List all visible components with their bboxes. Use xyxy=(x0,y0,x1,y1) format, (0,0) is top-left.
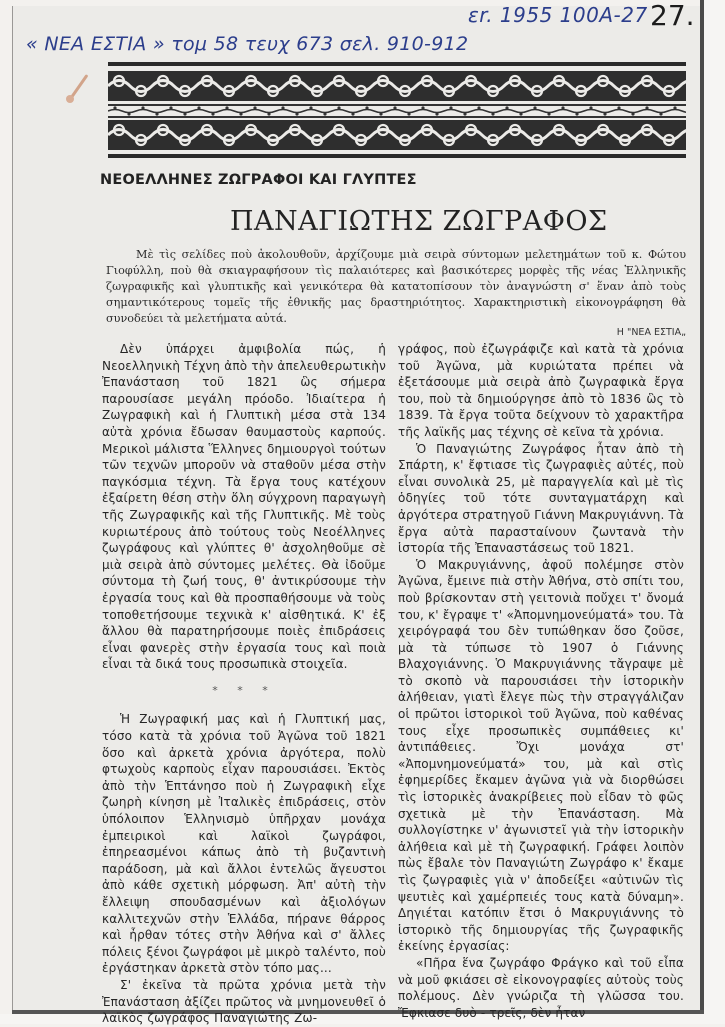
ornament-dot xyxy=(197,106,200,109)
ornament-dot xyxy=(617,106,620,109)
paragraph: Ὁ Παναγιώτης Ζωγράφος ἦταν ἀπὸ τὴ Σπάρτη, κ' ἔφτιασε τὶς ζωγραφιὲς αὐτές, ποὺ εἶναι συνολικὰ 25, μὲ παραγγελία καὶ μὲ τὶς ὁδηγίες τοῦ τότε συνταγματάρχη καὶ ἀργότερα στρατηγοῦ Γιάννη Μακρυγιάννη. Τὰ ἔργα αὐτὰ παρασταίνουν ζωντανὰ τὴν ἱστορία τῆς Ἐπαναστάσεως τοῦ 1821. xyxy=(398,441,684,556)
ornament-dot xyxy=(421,106,424,109)
ornament-dot xyxy=(393,106,396,109)
ornament-dot xyxy=(309,106,312,109)
ornament-dot xyxy=(407,112,410,115)
ornament-dot xyxy=(645,106,648,109)
ornament-dot xyxy=(281,106,284,109)
handwritten-reference-2: « ΝΕΑ ΕΣΤΙΑ » τομ 58 τευχ 673 σελ. 910-912 xyxy=(26,33,469,55)
ornament-dot xyxy=(155,112,158,115)
right-column xyxy=(398,341,684,1021)
ornament-dot xyxy=(561,106,564,109)
pin-head-mark xyxy=(66,95,74,103)
ornament-dot xyxy=(211,112,214,115)
paragraph: «Πῆρα ἕνα ζωγράφο Φράγκο καὶ τοῦ εἶπα νὰ μοῦ φκιάσει σὲ εἰκονογραφίες αὐτοὺς τοὺς πολέμους. Δὲν γνώριζα τὴ γλῶσσα του. Ἔφκιασε δυὸ - τρεῖς, δὲν ἦταν xyxy=(398,955,684,1020)
ornament-dot xyxy=(449,106,452,109)
ornament-dot xyxy=(141,106,144,109)
ornament-dot xyxy=(463,112,466,115)
handwritten-page-number: 27. xyxy=(650,0,695,32)
ornament-dot xyxy=(239,112,242,115)
ornament-dot xyxy=(351,112,354,115)
editorial-intro-block xyxy=(106,247,686,339)
ornament-dot xyxy=(477,106,480,109)
ornament-dot xyxy=(225,106,228,109)
scan-margin-right xyxy=(704,0,725,1024)
ornament-dot xyxy=(169,106,172,109)
ornament-dot xyxy=(519,112,522,115)
ornament-dot xyxy=(631,112,634,115)
ornament-dot xyxy=(379,112,382,115)
ornament-dot xyxy=(127,112,130,115)
decorative-border xyxy=(108,62,686,158)
article-title: ΠΑΝΑΓΙΩΤΗΣ ΖΩΓΡΑΦΟΣ xyxy=(230,206,608,237)
ornament-dot xyxy=(113,106,116,109)
ornament-dot xyxy=(659,112,662,115)
ornament-dot xyxy=(183,112,186,115)
ornament-dot xyxy=(533,106,536,109)
ornament-middle-wave xyxy=(108,110,686,113)
ornament-dot xyxy=(575,112,578,115)
section-separator: * * * xyxy=(212,683,276,697)
ornament-dot xyxy=(547,112,550,115)
ornament-rule-bottom xyxy=(108,154,686,158)
ornament-dot xyxy=(435,112,438,115)
ornament-dot xyxy=(295,112,298,115)
paragraph: Ἡ Ζωγραφική μας καὶ ἡ Γλυπτική μας, τόσο κατὰ τὰ χρόνια τοῦ Ἀγῶνα τοῦ 1821 ὅσο καὶ ἀρκετὰ χρόνια ἀργότερα, πολὺ φτωχοὺς καρποὺς εἶχαν παρουσιάσει. Ἐκτὸς ἀπὸ τὴν Ἑπτάνησο ποὺ ἡ Ζωγραφικὴ εἶχε ζωηρὴ κίνηση μὲ Ἰταλικὲς ἐπιδράσεις, στὸν ὑπόλοιπον Ἑλληνισμὸ ὑπῆρχαν μονάχα ἐμπειρικοὶ καὶ λαϊκοὶ ζωγράφοι, ἐπηρεασμένοι κάπως ἀπὸ τὴ βυζαντινὴ παράδοση, μὰ καὶ ἄλλοι ἐντελῶς ἄγευστοι ἀπὸ κάθε σχετικὴ μόρφωση. Ἀπ' αὐτὴ τὴν ἔλλειψη σπουδασμένων καὶ ἀξιολόγων καλλιτεχνῶν στὴν Ἑλλάδα, πήρανε θάρρος καὶ ἦρθαν τότες στὴν Ἀθήνα καὶ σ' ἄλλες πόλεις ξένοι ζωγράφοι μὲ μικρὸ ταλέντο, ποὺ ἐργάστηκαν ἀρκετὰ στὸν τόπο μας... xyxy=(102,712,386,976)
left-column xyxy=(102,341,386,1027)
paragraph: γράφος, ποὺ ἐζωγράφιζε καὶ κατὰ τὰ χρόνια τοῦ Ἀγῶνα, μὰ κυριώτατα πρέπει νὰ ἐξετάσουμε μιὰ σειρὰ ἀπὸ ζωγραφικὰ ἔργα του, ποὺ τὰ δημιούργησε ἀπὸ τὸ 1836 ὣς τὸ 1839. Τὰ ἔργα τοῦτα δείχνουν τὸ χαρακτῆρα τῆς λαϊκῆς μας τέχνης σὲ κεῖνα τὰ χρόνια. xyxy=(398,342,684,439)
ornament-dot xyxy=(337,106,340,109)
ornament-rule-top xyxy=(108,62,686,66)
paragraph: Δὲν ὑπάρχει ἀμφιβολία πώς, ἡ Νεοελληνικὴ Τέχνη ἀπὸ τὴν ἀπελευθερωτικὴν Ἐπανάσταση τοῦ 1821 ὣς σήμερα παρουσίασε μεγάλη πρόοδο. Ἰδιαίτερα ἡ Ζωγραφικὴ καὶ ἡ Γλυπτικὴ μέσα στὰ 134 αὐτὰ χρόνια ἔδωσαν θαυμαστοὺς καρπούς. Μερικοὶ μάλιστα Ἕλληνες δημιουργοὶ τούτων τῶν τεχνῶν μποροῦν νὰ σταθοῦν μέσα στὴν παγκόσμια τέχνη. Τὰ ἔργα τους κατέχουν ἐξαίρετη θέση στὴν ὅλη σύγχρονη παραγωγὴ τῆς Ζωγραφικῆς καὶ τῆς Γλυπτικῆς. Μὲ τοὺς κυριωτέρους ἀπὸ τούτους τοὺς Νεοέλληνες ζωγράφους καὶ γλύπτες θ' ἀσχοληθοῦμε σὲ μιὰ σειρὰ ἀπὸ σύντομες μελέτες. Θὰ ἰδοῦμε σύντομα τὴ ζωή τους, θ' ἀντικρύσουμε τὴν ἐργασία τους καὶ θὰ προσπαθήσουμε νὰ τοὺς τοποθετήσουμε τεχνικὰ κ' αἰσθητικά. Κ' ἐξ ἄλλου θὰ παρατηρήσουμε ποιὲς ἐπιδράσεις εἶναι φανερὲς στὴν ἐργασία τους καὶ ποιὰ εἶναι τὰ δικά τους προσωπικὰ στοιχεῖα. xyxy=(102,342,386,672)
handwritten-reference-1: εr. 1955 100A-27 xyxy=(468,3,648,27)
ornament-dot xyxy=(253,106,256,109)
ornament-dot xyxy=(365,106,368,109)
paragraph: Σ' ἐκεῖνα τὰ πρῶτα χρόνια μετὰ τὴν Ἐπανάσταση ἀξίζει πρῶτος νὰ μνημονευθεῖ ὁ λαϊκὸς ζωγράφος Παναγιώτης Ζω- xyxy=(102,977,386,1026)
ornament-dot xyxy=(491,112,494,115)
ornament-dot xyxy=(673,106,676,109)
ornament-dot xyxy=(505,106,508,109)
ornament-dot xyxy=(323,112,326,115)
editorial-signature: Η "ΝΕΑ ΕΣΤΙΑ„ xyxy=(616,327,686,338)
section-label: ΝΕΟΕΛΛΗΝΕΣ ΖΩΓΡΑΦΟΙ ΚΑΙ ΓΛΥΠΤΕΣ xyxy=(100,172,417,188)
editorial-intro: Μὲ τὶς σελίδες ποὺ ἀκολουθοῦν, ἀρχίζουμε μιὰ σειρὰ σύντομων μελετημάτων τοῦ κ. Φώτου Γιοφύλλη, ποὺ θὰ σκιαγραφήσουν τὶς παλαιότερες καὶ βασικότερες μορφὲς τῆς νέας Ἑλληνικῆς ζωγραφικῆς καὶ γλυπτικῆς καὶ γενικότερα θὰ κατατοπίσουν τὸν ἀναγνώστη σ' ἕναν ἀπὸ τοὺς σημαντικότερους τομεῖς τῆς ἐθνικῆς μας δραστηριότητος. Χαρακτηριστικὴ εἰκονογράφηση θὰ συνοδεύει τὰ μελετήματα αὐτά. xyxy=(106,248,686,325)
paragraph: Ὁ Μακρυγιάννης, ἀφοῦ πολέμησε στὸν Ἀγῶνα, ἔμεινε πιὰ στὴν Ἀθήνα, στὸ σπίτι του, ποὺ βρίσκονταν στὴ γειτονιὰ ποὔχει τ' ὄνομά του, κ' ἔγραψε τ' «Ἀπομνημονεύματά» του. Τὰ χειρόγραφά του δὲν τυπώθηκαν ὅσο ζοῦσε, μὰ τὰ τύπωσε τὸ 1907 ὁ Γιάννης Βλαχογιάννης. Ὁ Μακρυγιάννης τἄγραψε μὲ τὸ σκοπὸ νὰ παρουσιάσει τὴν ἱστορικὴν ἀλήθειαν, γιατὶ ἔλεγε πὼς τὴν στραγγάλιζαν οἱ πρῶτοι ἱστορικοὶ τοῦ Ἀγῶνα, ποὺ καθένας τους εἶχε προσωπικὲς συμπάθειες κι' ἀντιπάθειες. Ὄχι μονάχα στ' «Ἀπομνημονεύματά» του, μὰ καὶ στὶς ἐφημερίδες ἔκαμεν ἀγῶνα γιὰ νὰ διορθώσει τὶς ἱστορικὲς ἀνακρίβειες ποὺ εἶδαν τὸ φῶς σχετικὰ μὲ τὴν Ἐπανάσταση. Μὰ συλλογίστηκε ν' ἀγωνιστεῖ γιὰ τὴν ἱστορικὴν ἀλήθεια καὶ μὲ τὴ ζωγραφική. Γράφει λοιπὸν πὼς ἔβαλε τὸν Παναγιώτη Ζωγράφο κ' ἔκαμε τὶς ζωγραφιὲς γιὰ ν' ἀποδείξει «αὐτινῶν τὶς ψευτιὲς καὶ χαμέρπειές τους κατὰ δύναμη». Δηγιέται κατόπιν ἔτσι ὁ Μακρυγιάννης τὸ ἱστορικὸ τῆς δημιουργίας τῆς ζωγραφικῆς ἐκείνης ἐργασίας: xyxy=(398,557,684,954)
ornament-dot xyxy=(603,112,606,115)
ornament-dot xyxy=(589,106,592,109)
ornament-dot xyxy=(267,112,270,115)
